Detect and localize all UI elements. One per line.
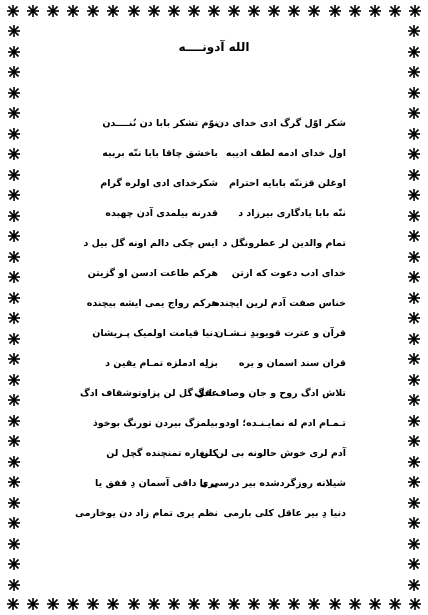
snowflake-ornament-icon [407, 516, 421, 530]
snowflake-ornament-icon [7, 65, 21, 79]
snowflake-ornament-icon [106, 597, 120, 611]
verse-first-half: دنیا دِ بیر عاقل کلی بارمی [223, 508, 346, 519]
snowflake-ornament-icon [407, 229, 421, 243]
snowflake-ornament-icon [7, 24, 21, 38]
snowflake-ornament-icon [407, 270, 421, 284]
snowflake-ornament-icon [407, 188, 421, 202]
snowflake-ornament-icon [7, 352, 21, 366]
verse-second-half: بیلمزگ بیردن تورنگ بوخوذ [92, 418, 218, 429]
snowflake-ornament-icon [7, 578, 21, 592]
snowflake-ornament-icon [207, 4, 221, 18]
snowflake-ornament-icon [408, 597, 422, 611]
snowflake-ornament-icon [247, 597, 261, 611]
snowflake-ornament-icon [407, 496, 421, 510]
verse-second-half: دنیا قیامت اولمیک پـریشان [92, 328, 218, 339]
snowflake-ornament-icon [287, 4, 301, 18]
snowflake-ornament-icon [227, 597, 241, 611]
snowflake-ornament-icon [7, 496, 21, 510]
snowflake-ornament-icon [407, 24, 421, 38]
snowflake-ornament-icon [7, 127, 21, 141]
snowflake-ornament-icon [46, 597, 60, 611]
verse-first-half: قران سند اسمان و یره [238, 358, 346, 369]
snowflake-ornament-icon [86, 597, 100, 611]
snowflake-ornament-icon [147, 4, 161, 18]
snowflake-ornament-icon [267, 597, 281, 611]
verse-first-half: خدای ادب دعوت که ازتن [231, 268, 346, 279]
snowflake-ornament-icon [46, 4, 60, 18]
snowflake-ornament-icon [407, 250, 421, 264]
snowflake-ornament-icon [66, 4, 80, 18]
verse-second-half: هرکم رواج یمی ایشه بیچنده [86, 298, 218, 309]
verse-first-half: آدم لری خوش حالونه بی لن لن [200, 448, 346, 459]
snowflake-ornament-icon [348, 597, 362, 611]
ornament-border-right [406, 24, 422, 592]
snowflake-ornament-icon [7, 557, 21, 571]
snowflake-ornament-icon [328, 597, 342, 611]
verse-first-half: تـمـام ادم له نمایـنـده؛ اودو [219, 418, 346, 429]
snowflake-ornament-icon [7, 250, 21, 264]
snowflake-ornament-icon [7, 291, 21, 305]
verse-first-half: خناس صفت آدم لرین ایچنده [213, 298, 346, 309]
snowflake-ornament-icon [7, 373, 21, 387]
snowflake-ornament-icon [407, 393, 421, 407]
ornament-border-bottom [6, 596, 422, 612]
poem-title: الله آدونــــه [178, 40, 250, 54]
snowflake-ornament-icon [7, 106, 21, 120]
snowflake-ornament-icon [307, 4, 321, 18]
verse-second-half: باخشق چاقا بابا ننّه برببه [102, 148, 218, 159]
snowflake-ornament-icon [7, 168, 21, 182]
snowflake-ornament-icon [368, 597, 382, 611]
verse-first-half: تلاش ادگ روح و جان وصاف ادگ [194, 388, 346, 399]
snowflake-ornament-icon [7, 414, 21, 428]
snowflake-ornament-icon [287, 597, 301, 611]
snowflake-ornament-icon [7, 311, 21, 325]
snowflake-ornament-icon [7, 393, 21, 407]
snowflake-ornament-icon [407, 106, 421, 120]
snowflake-ornament-icon [407, 291, 421, 305]
verse-second-half: نظم یری تمام زاد دن یوخارمی [75, 508, 218, 519]
snowflake-ornament-icon [407, 434, 421, 448]
snowflake-ornament-icon [6, 4, 20, 18]
verse-second-half: شکرخدای ادی اولره گرام [100, 178, 218, 189]
snowflake-ornament-icon [407, 557, 421, 571]
snowflake-ornament-icon [106, 4, 120, 18]
snowflake-ornament-icon [227, 4, 241, 18]
verse-second-half: نوّم تشکر بابا دن نُنــــدن [102, 118, 218, 129]
snowflake-ornament-icon [407, 127, 421, 141]
snowflake-ornament-icon [328, 4, 342, 18]
verse-first-half: اوغلن قزننّه بابایه احترام [228, 178, 346, 189]
snowflake-ornament-icon [407, 311, 421, 325]
snowflake-ornament-icon [26, 597, 40, 611]
snowflake-ornament-icon [407, 209, 421, 223]
snowflake-ornament-icon [187, 4, 201, 18]
snowflake-ornament-icon [388, 597, 402, 611]
snowflake-ornament-icon [7, 516, 21, 530]
verse-first-half: قرآن و عترت قویوبدِ نـشـان [215, 328, 346, 339]
verse-second-half: ایس چکی دالم اونه گل بیل د [83, 238, 218, 249]
snowflake-ornament-icon [7, 209, 21, 223]
snowflake-ornament-icon [26, 4, 40, 18]
verse-first-half: شکر اوّل گرگ ادی خدای دن [216, 118, 346, 129]
snowflake-ornament-icon [7, 455, 21, 469]
snowflake-ornament-icon [407, 65, 421, 79]
ornament-border-left [6, 24, 22, 592]
verse-second-half: عقل گل لن پزاوتوشقاف ادگ [80, 388, 218, 399]
snowflake-ornament-icon [147, 597, 161, 611]
verse-second-half: بزلِه ادملزه تمـام یقین د [105, 358, 218, 369]
verse-second-half: کلنغاره تمنچنده گچل لن [106, 448, 218, 459]
snowflake-ornament-icon [127, 4, 141, 18]
snowflake-ornament-icon [407, 168, 421, 182]
verse-second-half: یری داقی آسمان دِ قفق یا [95, 478, 218, 489]
snowflake-ornament-icon [7, 332, 21, 346]
snowflake-ornament-icon [407, 414, 421, 428]
snowflake-ornament-icon [167, 597, 181, 611]
snowflake-ornament-icon [7, 475, 21, 489]
snowflake-ornament-icon [7, 147, 21, 161]
snowflake-ornament-icon [7, 229, 21, 243]
snowflake-ornament-icon [6, 597, 20, 611]
snowflake-ornament-icon [407, 86, 421, 100]
snowflake-ornament-icon [407, 475, 421, 489]
snowflake-ornament-icon [348, 4, 362, 18]
snowflake-ornament-icon [7, 188, 21, 202]
snowflake-ornament-icon [66, 597, 80, 611]
snowflake-ornament-icon [267, 4, 281, 18]
snowflake-ornament-icon [407, 455, 421, 469]
snowflake-ornament-icon [187, 597, 201, 611]
snowflake-ornament-icon [407, 332, 421, 346]
verse-first-half: شیلانه روزگردشده بیر درسی یا [199, 478, 346, 489]
snowflake-ornament-icon [368, 4, 382, 18]
snowflake-ornament-icon [407, 578, 421, 592]
snowflake-ornament-icon [7, 270, 21, 284]
verse-second-half: هرکم طاعت ادسن او گزیتن [87, 268, 218, 279]
snowflake-ornament-icon [407, 537, 421, 551]
snowflake-ornament-icon [7, 434, 21, 448]
snowflake-ornament-icon [388, 4, 402, 18]
snowflake-ornament-icon [407, 147, 421, 161]
snowflake-ornament-icon [247, 4, 261, 18]
verse-first-half: تمام والدین لر عطرونگل د [222, 238, 346, 249]
snowflake-ornament-icon [407, 352, 421, 366]
snowflake-ornament-icon [407, 373, 421, 387]
verse-second-half: قدرنه بیلمدی آدن چهبده [105, 208, 218, 219]
snowflake-ornament-icon [167, 4, 181, 18]
snowflake-ornament-icon [408, 4, 422, 18]
snowflake-ornament-icon [207, 597, 221, 611]
snowflake-ornament-icon [7, 86, 21, 100]
verse-first-half: اول خدای ادمه لطف ادیبه [225, 148, 346, 159]
ornament-border-top [6, 3, 422, 19]
snowflake-ornament-icon [307, 597, 321, 611]
snowflake-ornament-icon [86, 4, 100, 18]
snowflake-ornament-icon [127, 597, 141, 611]
verse-first-half: ننّه بابا یادگاری بیرزاد د [238, 208, 346, 219]
snowflake-ornament-icon [7, 537, 21, 551]
